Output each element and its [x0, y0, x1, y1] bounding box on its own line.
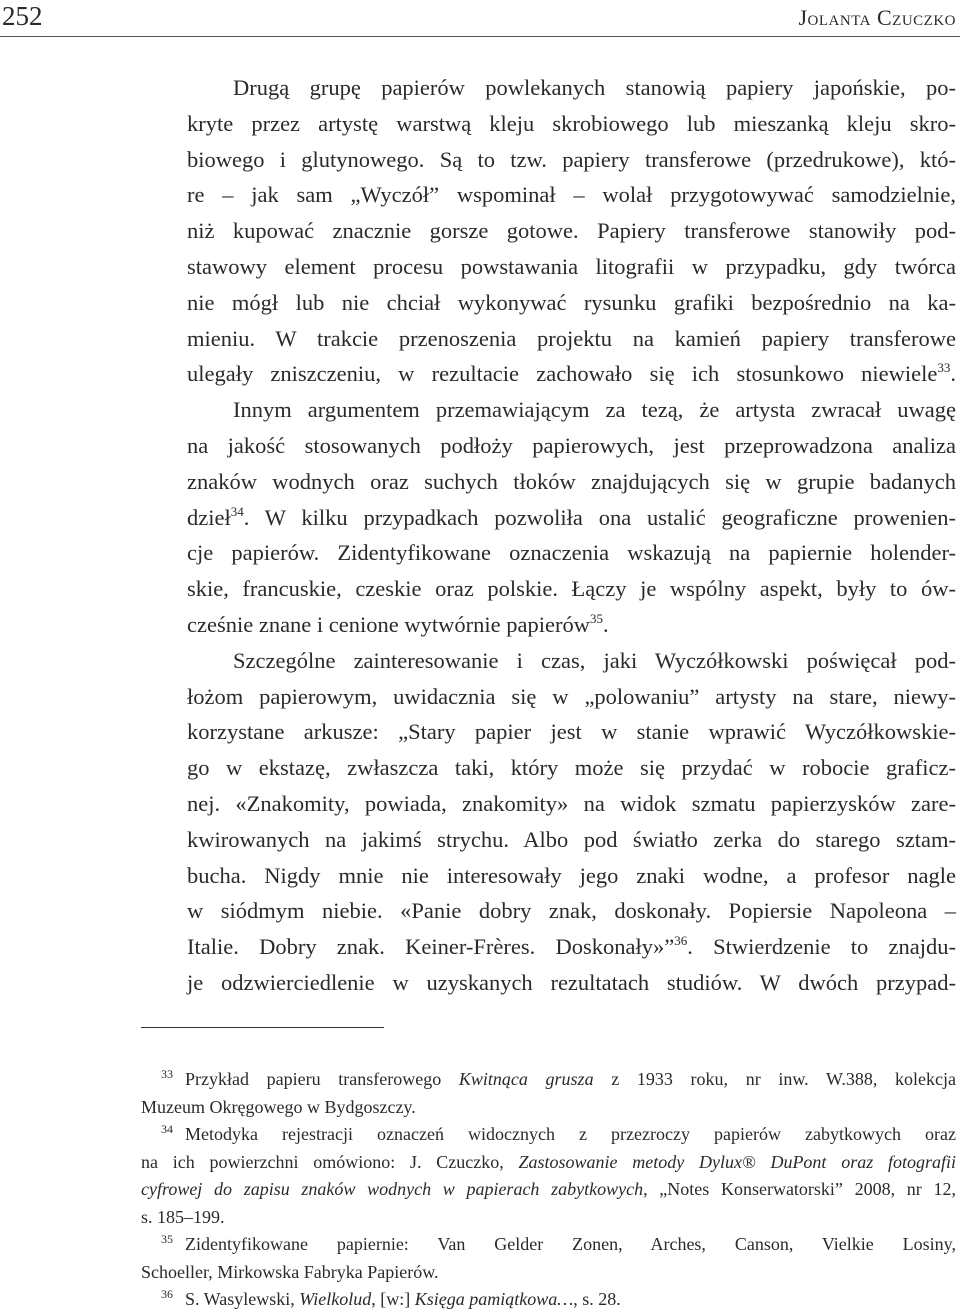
text-fragment: , „Notes Konserwatorski” 2008, nr 12,	[643, 1179, 956, 1199]
footnote-number: 34	[161, 1122, 173, 1136]
text-line: Drugą grupę papierów powlekanych stanowią papiery japońskie, po-	[233, 75, 956, 100]
text-fragment: S. Wasylewski,	[185, 1289, 300, 1309]
footnote-number: 36	[161, 1287, 173, 1301]
text-line	[141, 929, 956, 965]
text-line: je odzwierciedlenie w uzyskanych rezultatach studiów. W dwóch przypad-	[187, 969, 956, 995]
article-title: Zastosowanie metody Dylux® DuPont oraz fotografii	[518, 1151, 956, 1172]
footnote-separator	[141, 1027, 384, 1028]
text-line: kryte przez artystę warstwą kleju skrobiowego lub mieszanką kleju skro-	[187, 110, 956, 136]
footnote-34	[141, 1121, 956, 1231]
running-head	[0, 0, 960, 37]
text-fragment: ulegały zniszczeniu, w rezultacie zachowało się ich stosunkowo niewiele	[187, 361, 938, 387]
text-line: re – jak sam „Wyczół” wspominał – wolał przygotowywać samodzielnie,	[187, 182, 956, 208]
text-line: znaków wodnych oraz suchych tłoków znajdujących się w grupie badanych	[187, 468, 956, 494]
text-line: stawowy element procesu powstawania litografii w przypadku, gdy twórca	[187, 253, 956, 279]
text-line: niż kupować znacznie gorsze gotowe. Papiery transferowe stanowiły pod-	[187, 218, 956, 244]
main-text	[141, 70, 956, 1001]
text-fragment: Przykład papieru transferowego	[185, 1069, 459, 1089]
text-fragment: , [w:]	[371, 1289, 415, 1309]
footnote-line	[141, 1286, 956, 1314]
text-line	[141, 500, 956, 536]
text-fragment: Zidentyfikowane papiernie: Van Gelder Zonen, Arches, Canson, Vielkie Losiny,	[185, 1234, 956, 1254]
footnote-line	[141, 1149, 956, 1177]
article-title-cont: cyfrowej do zapisu znaków wodnych w papierach zabytkowych	[141, 1179, 644, 1199]
footnote-line	[141, 1176, 956, 1204]
text-line	[141, 607, 956, 643]
text-fragment: dzieł	[187, 504, 231, 530]
text-line: kwirowanych na jakimś strychu. Albo pod światło zerka do starego sztam-	[187, 826, 956, 852]
paragraph-1	[141, 70, 956, 392]
footnote-ref-35[interactable]: 35	[589, 610, 603, 626]
text-line: na jakość stosowanych podłoży papierowych, jest przeprowadzona analiza	[187, 432, 956, 458]
text-line: skie, francuskie, czeskie oraz polskie. Łączy je wspólny aspekt, były to ów-	[187, 576, 956, 602]
text-fragment: , s. 28.	[573, 1289, 621, 1309]
text-line: nie mógł lub nie chciał wykonywać rysunku grafiki bezpośrednio na ka-	[187, 289, 956, 315]
text-line: cje papierów. Zidentyfikowane oznaczenia wskazują na papiernie holender-	[187, 540, 956, 566]
text-fragment: na ich powierzchni omówiono: J. Czuczko,	[141, 1151, 519, 1172]
footnote-ref-33[interactable]: 33	[937, 360, 951, 376]
text-fragment: . Stwierdzenie to znajdu-	[687, 934, 956, 960]
text-line: Innym argumentem przemawiającym za tezą, że artysta zwracał uwagę	[233, 397, 956, 423]
book-title: Księga pamiątkowa…	[414, 1289, 574, 1309]
text-line: w siódmym niebie. «Panie dobry znak, doskonały. Popiersie Napoleona –	[187, 898, 956, 924]
text-fragment: .	[602, 611, 609, 637]
artwork-title: Kwitnąca grusza	[458, 1069, 594, 1089]
footnote-number: 33	[161, 1067, 173, 1081]
footnote-number: 35	[161, 1232, 173, 1246]
page-number: 252	[2, 1, 43, 31]
text-line: mieniu. W trakcie przenoszenia projektu na kamień papiery transferowe	[187, 325, 956, 351]
text-line: korzystane arkusze: „Stary papier jest w stanie wprawić Wyczółkowskie-	[187, 719, 956, 745]
footnote-line	[141, 1121, 956, 1149]
footnote-line	[141, 1231, 956, 1259]
footnote-ref-34[interactable]: 34	[230, 503, 244, 519]
footnote-ref-36[interactable]: 36	[674, 933, 688, 949]
text-line: Szczególne zainteresowanie i czas, jaki Wyczółkowski poświęcał pod-	[233, 647, 956, 673]
text-fragment: .	[950, 361, 956, 387]
text-line: bucha. Nigdy mnie nie interesowały jego znaki wodne, a profesor nagle	[187, 862, 956, 888]
footnote-line: Muzeum Okręgowego w Bydgoszczy.	[141, 1096, 416, 1117]
footnote-line: s. 185–199.	[141, 1206, 225, 1227]
footnote-36	[141, 1286, 956, 1314]
text-line: nej. «Znakomity, powiada, znakomity» na widok szmatu papierzysków zare-	[187, 790, 956, 816]
text-fragment: . W kilku przypadkach pozwoliła ona ustalić geograficzne prowenien-	[243, 504, 956, 530]
running-head-author: Jolanta Czuczko	[798, 5, 956, 30]
footnote-33	[141, 1066, 956, 1121]
footnote-line	[141, 1066, 956, 1094]
footnotes	[141, 1066, 956, 1314]
text-fragment: Italie. Dobry znak. Keiner-Frères. Doskonały»”	[187, 934, 675, 960]
text-fragment: Metodyka rejestracji oznaczeń widocznych z przezroczy papierów zabytkowych oraz	[185, 1124, 956, 1144]
footnote-35	[141, 1231, 956, 1286]
text-line: biowego i glutynowego. Są to tzw. papiery transferowe (przedrukowe), któ-	[187, 146, 956, 172]
paragraph-3	[141, 643, 956, 1001]
text-fragment: cześnie znane i cenione wytwórnie papierów	[187, 611, 590, 637]
text-line: go w ekstazę, zwłaszcza taki, który może się przydać w robocie graficz-	[187, 755, 956, 781]
footnote-line: Schoeller, Mirkowska Fabryka Papierów.	[141, 1261, 439, 1282]
text-line	[141, 356, 956, 392]
paragraph-2	[141, 392, 956, 643]
book-title: Wielkolud	[299, 1289, 372, 1309]
text-fragment: z 1933 roku, nr inw. W.388, kolekcja	[593, 1069, 956, 1089]
text-line: łożom papierowym, uwidacznia się w „polowaniu” artysty na stare, niewy-	[187, 683, 956, 709]
